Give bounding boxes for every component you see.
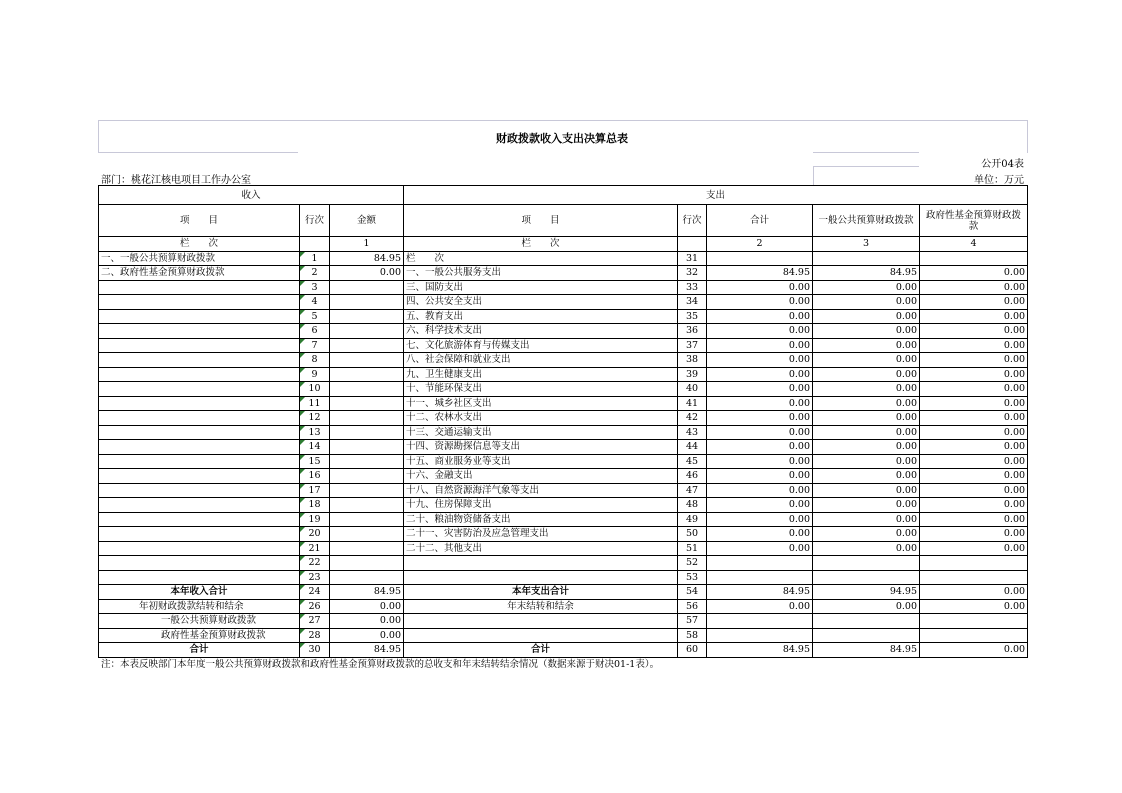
expense-total-cell: 0.00 [707,425,813,440]
income-amount-cell [330,454,404,469]
gov-fund-cell: 0.00 [920,483,1028,498]
table-row [99,353,1028,368]
expense-total-cell: 84.95 [707,585,813,600]
expense-row-no-cell: 34 [678,295,707,310]
gov-fund-cell: 0.00 [920,382,1028,397]
general-budget-cell [813,628,920,643]
summary-row [99,585,1028,600]
general-budget-cell: 0.00 [813,469,920,484]
income-row-no-cell: 3 [300,280,330,295]
income-amount-cell: 0.00 [330,614,404,629]
income-amount-cell [330,396,404,411]
divider [813,166,814,185]
income-item-cell [99,353,300,368]
table-row [99,280,1028,295]
income-item-cell [99,295,300,310]
expense-item-cell [404,556,678,571]
income-row-no-cell: 23 [300,570,330,585]
col-index-3: 3 [813,237,920,252]
section-header-row [99,186,1028,205]
income-item-cell [99,396,300,411]
table-row [99,440,1028,455]
gov-fund-header: 政府性基金预算财政拨款 [920,205,1028,237]
income-amount-cell [330,411,404,426]
gov-fund-cell: 0.00 [920,353,1028,368]
income-amount-cell [330,570,404,585]
expense-item-cell: 十三、交通运输支出 [404,425,678,440]
income-amount-header: 金额 [330,205,404,237]
general-budget-cell: 0.00 [813,396,920,411]
col-index-2: 2 [707,237,813,252]
income-row-no-cell: 11 [300,396,330,411]
expense-total-cell: 0.00 [707,353,813,368]
expense-item-cell: 二十一、灾害防治及应急管理支出 [404,527,678,542]
expense-total-cell: 84.95 [707,266,813,281]
income-amount-cell: 0.00 [330,599,404,614]
income-row-no-cell: 10 [300,382,330,397]
expense-total-cell: 0.00 [707,382,813,397]
income-item-cell [99,324,300,339]
income-item-cell [99,570,300,585]
income-item-cell [99,483,300,498]
expense-item-cell: 十八、自然资源海洋气象等支出 [404,483,678,498]
expense-row-no-cell: 32 [678,266,707,281]
income-row-no-cell: 24 [300,585,330,600]
income-row-no-cell: 17 [300,483,330,498]
table-row [99,382,1028,397]
gov-fund-cell: 0.00 [920,527,1028,542]
expense-row-no-cell: 35 [678,309,707,324]
income-amount-cell: 0.00 [330,628,404,643]
income-item-cell [99,280,300,295]
expense-total-cell: 0.00 [707,295,813,310]
expense-item-cell: 本年支出合计 [404,585,678,600]
income-row-no-cell: 8 [300,353,330,368]
income-section-header: 收入 [99,186,404,205]
unit-label: 单位：万元 [974,175,1024,186]
expense-row-no-cell: 49 [678,512,707,527]
expense-total-cell: 0.00 [707,280,813,295]
general-budget-cell: 0.00 [813,454,920,469]
expense-row-no-cell: 48 [678,498,707,513]
expense-row-no-cell: 39 [678,367,707,382]
empty-cell [300,237,330,252]
general-budget-cell: 0.00 [813,541,920,556]
expense-row-no-cell: 51 [678,541,707,556]
gov-fund-cell: 0.00 [920,309,1028,324]
gov-fund-cell: 0.00 [920,425,1028,440]
expense-row-no-cell: 47 [678,483,707,498]
gov-fund-cell: 0.00 [920,324,1028,339]
table-row [99,266,1028,281]
general-budget-cell: 0.00 [813,483,920,498]
general-budget-cell: 84.95 [813,266,920,281]
table-row [99,483,1028,498]
table-row [99,469,1028,484]
general-budget-cell: 0.00 [813,338,920,353]
expense-total-cell [707,556,813,571]
expense-item-cell: 十二、农林水支出 [404,411,678,426]
income-item-cell [99,367,300,382]
gov-fund-cell: 0.00 [920,585,1028,600]
income-amount-cell [330,425,404,440]
gov-fund-cell: 0.00 [920,266,1028,281]
general-budget-cell: 0.00 [813,425,920,440]
col-index-4: 4 [920,237,1028,252]
income-amount-cell [330,295,404,310]
gov-fund-cell [920,614,1028,629]
general-budget-cell: 0.00 [813,280,920,295]
gov-fund-cell: 0.00 [920,440,1028,455]
expense-total-cell: 0.00 [707,527,813,542]
column-header-row [99,205,1028,237]
gov-fund-cell: 0.00 [920,411,1028,426]
expense-row-no-cell: 45 [678,454,707,469]
table-row [99,367,1028,382]
expense-total-cell: 0.00 [707,440,813,455]
income-row-no-cell: 7 [300,338,330,353]
income-item-cell: 一、一般公共预算财政拨款 [99,251,300,266]
empty-cell [678,237,707,252]
expense-total-cell: 0.00 [707,469,813,484]
general-budget-header: 一般公共预算财政拨款 [813,205,920,237]
income-item-cell [99,425,300,440]
table-row [99,425,1028,440]
expense-row-no-cell: 54 [678,585,707,600]
gov-fund-cell: 0.00 [920,643,1028,658]
footnote: 注：本表反映部门本年度一般公共预算财政拨款和政府性基金预算财政拨款的总收支和年末结转结余情况（数据来源于财决01-1表）。 [101,659,660,670]
general-budget-cell: 0.00 [813,367,920,382]
income-item-cell [99,498,300,513]
gov-fund-cell: 0.00 [920,498,1028,513]
expense-row-no-cell: 60 [678,643,707,658]
income-row-no-cell: 19 [300,512,330,527]
income-amount-cell [330,353,404,368]
table-row [99,541,1028,556]
income-amount-cell [330,483,404,498]
expense-row-no-cell: 37 [678,338,707,353]
expense-total-cell: 0.00 [707,599,813,614]
income-item-cell: 本年收入合计 [99,585,300,600]
table-row [99,324,1028,339]
income-item-cell [99,382,300,397]
gov-fund-cell [920,628,1028,643]
expense-item-cell [404,570,678,585]
expense-item-cell: 十一、城乡社区支出 [404,396,678,411]
income-column-label: 栏 次 [99,237,300,252]
expense-row-no-cell: 41 [678,396,707,411]
income-amount-cell [330,556,404,571]
summary-row [99,643,1028,658]
income-item-cell [99,541,300,556]
expense-row-no-cell: 56 [678,599,707,614]
expense-total-cell: 0.00 [707,338,813,353]
expense-row-no-cell: 36 [678,324,707,339]
table-row [99,512,1028,527]
expense-total-cell: 0.00 [707,512,813,527]
expense-total-cell [707,628,813,643]
income-row-no-cell: 5 [300,309,330,324]
general-budget-cell: 0.00 [813,527,920,542]
expense-row-no-cell: 31 [678,251,707,266]
expense-item-cell: 年末结转和结余 [404,599,678,614]
table-row [99,251,1028,266]
income-amount-cell: 0.00 [330,266,404,281]
income-row-no-cell: 14 [300,440,330,455]
income-row-no-cell: 16 [300,469,330,484]
income-row-no-cell: 30 [300,643,330,658]
income-row-no-cell: 27 [300,614,330,629]
gov-fund-cell: 0.00 [920,295,1028,310]
expense-item-cell: 十五、商业服务业等支出 [404,454,678,469]
general-budget-cell: 0.00 [813,309,920,324]
expense-item-cell [404,628,678,643]
general-budget-cell: 84.95 [813,643,920,658]
income-amount-cell [330,440,404,455]
income-amount-cell: 84.95 [330,643,404,658]
income-row-no-cell: 22 [300,556,330,571]
income-row-no-cell: 15 [300,454,330,469]
income-item-cell: 合计 [99,643,300,658]
expense-total-cell [707,251,813,266]
general-budget-cell [813,556,920,571]
expense-row-no-cell: 53 [678,570,707,585]
expense-total-header: 合计 [707,205,813,237]
general-budget-cell: 0.00 [813,440,920,455]
general-budget-cell: 0.00 [813,295,920,310]
expense-row-no-cell: 43 [678,425,707,440]
income-item-cell [99,527,300,542]
general-budget-cell [813,251,920,266]
income-row-no-cell: 28 [300,628,330,643]
expense-row-no-header: 行次 [678,205,707,237]
general-budget-cell: 0.00 [813,382,920,397]
expense-item-cell: 栏 次 [404,251,678,266]
expense-item-cell: 四、公共安全支出 [404,295,678,310]
general-budget-cell [813,570,920,585]
expense-item-cell: 五、教育支出 [404,309,678,324]
expense-total-cell [707,570,813,585]
expense-item-cell: 九、卫生健康支出 [404,367,678,382]
gov-fund-cell: 0.00 [920,599,1028,614]
table-row [99,396,1028,411]
income-item-header: 项 目 [99,205,300,237]
summary-row [99,628,1028,643]
gov-fund-cell [920,556,1028,571]
table-row [99,309,1028,324]
income-amount-cell [330,324,404,339]
income-row-no-cell: 12 [300,411,330,426]
expense-total-cell: 0.00 [707,541,813,556]
income-amount-cell: 84.95 [330,585,404,600]
expense-item-cell: 七、文化旅游体育与传媒支出 [404,338,678,353]
income-row-no-cell: 13 [300,425,330,440]
general-budget-cell: 0.00 [813,599,920,614]
income-item-cell [99,411,300,426]
income-item-cell [99,309,300,324]
income-row-no-cell: 20 [300,527,330,542]
expense-section-header: 支出 [404,186,1028,205]
divider [813,152,919,153]
income-amount-cell [330,512,404,527]
general-budget-cell: 0.00 [813,512,920,527]
expense-total-cell: 0.00 [707,483,813,498]
expense-item-cell: 六、科学技术支出 [404,324,678,339]
gov-fund-cell: 0.00 [920,396,1028,411]
table-row [99,454,1028,469]
income-row-no-cell: 26 [300,599,330,614]
column-index-row [99,237,1028,252]
income-row-no-header: 行次 [300,205,330,237]
income-item-cell: 二、政府性基金预算财政拨款 [99,266,300,281]
general-budget-cell: 94.95 [813,585,920,600]
expense-total-cell [707,614,813,629]
income-amount-cell [330,309,404,324]
income-row-no-cell: 4 [300,295,330,310]
gov-fund-cell: 0.00 [920,338,1028,353]
col-index-1: 1 [330,237,404,252]
gov-fund-cell: 0.00 [920,367,1028,382]
income-amount-cell [330,280,404,295]
income-amount-cell [330,367,404,382]
general-budget-cell: 0.00 [813,324,920,339]
general-budget-cell: 0.00 [813,498,920,513]
income-amount-cell [330,541,404,556]
income-row-no-cell: 18 [300,498,330,513]
income-amount-cell: 84.95 [330,251,404,266]
expense-item-cell: 十六、金融支出 [404,469,678,484]
income-item-cell: 一般公共预算财政拨款 [99,614,300,629]
expense-total-cell: 84.95 [707,643,813,658]
budget-table [98,185,1028,658]
income-row-no-cell: 9 [300,367,330,382]
expense-row-no-cell: 33 [678,280,707,295]
expense-item-cell: 一、一般公共服务支出 [404,266,678,281]
table-row [99,295,1028,310]
expense-total-cell: 0.00 [707,396,813,411]
expense-row-no-cell: 57 [678,614,707,629]
form-number: 公开04表 [981,159,1024,170]
income-item-cell [99,454,300,469]
general-budget-cell: 0.00 [813,411,920,426]
table-row [99,338,1028,353]
expense-column-label: 栏 次 [404,237,678,252]
income-row-no-cell: 6 [300,324,330,339]
expense-row-no-cell: 46 [678,469,707,484]
department-label: 部门：桃花江核电项目工作办公室 [101,175,251,186]
expense-total-cell: 0.00 [707,309,813,324]
expense-row-no-cell: 38 [678,353,707,368]
gov-fund-cell: 0.00 [920,469,1028,484]
table-row [99,498,1028,513]
expense-item-cell [404,614,678,629]
expense-row-no-cell: 58 [678,628,707,643]
income-item-cell [99,338,300,353]
gov-fund-cell: 0.00 [920,280,1028,295]
income-item-cell [99,469,300,484]
gov-fund-cell: 0.00 [920,541,1028,556]
expense-item-header: 项 目 [404,205,678,237]
summary-row [99,599,1028,614]
expense-row-no-cell: 40 [678,382,707,397]
expense-total-cell: 0.00 [707,498,813,513]
table-row [99,411,1028,426]
expense-total-cell: 0.00 [707,324,813,339]
expense-total-cell: 0.00 [707,367,813,382]
income-amount-cell [330,382,404,397]
expense-item-cell: 十九、住房保障支出 [404,498,678,513]
income-row-no-cell: 2 [300,266,330,281]
expense-item-cell: 十、节能环保支出 [404,382,678,397]
expense-total-cell: 0.00 [707,411,813,426]
summary-row [99,614,1028,629]
expense-total-cell: 0.00 [707,454,813,469]
gov-fund-cell [920,251,1028,266]
table-row [99,556,1028,571]
expense-row-no-cell: 42 [678,411,707,426]
expense-item-cell: 二十、粮油物资储备支出 [404,512,678,527]
income-item-cell [99,512,300,527]
expense-row-no-cell: 52 [678,556,707,571]
gov-fund-cell: 0.00 [920,454,1028,469]
general-budget-cell: 0.00 [813,353,920,368]
expense-item-cell: 十四、资源勘探信息等支出 [404,440,678,455]
income-item-cell [99,440,300,455]
income-item-cell: 政府性基金预算财政拨款 [99,628,300,643]
income-row-no-cell: 21 [300,541,330,556]
expense-item-cell: 合计 [404,643,678,658]
income-amount-cell [330,469,404,484]
income-item-cell: 年初财政拨款结转和结余 [99,599,300,614]
gov-fund-cell [920,570,1028,585]
table-row [99,527,1028,542]
expense-item-cell: 二十二、其他支出 [404,541,678,556]
expense-item-cell: 三、国防支出 [404,280,678,295]
gov-fund-cell: 0.00 [920,512,1028,527]
divider [98,152,298,153]
expense-item-cell: 八、社会保障和就业支出 [404,353,678,368]
income-amount-cell [330,498,404,513]
income-amount-cell [330,338,404,353]
general-budget-cell [813,614,920,629]
income-row-no-cell: 1 [300,251,330,266]
income-amount-cell [330,527,404,542]
table-row [99,570,1028,585]
page-title: 财政拨款收入支出决算总表 [496,132,628,145]
divider [813,166,919,167]
income-item-cell [99,556,300,571]
expense-row-no-cell: 50 [678,527,707,542]
expense-row-no-cell: 44 [678,440,707,455]
